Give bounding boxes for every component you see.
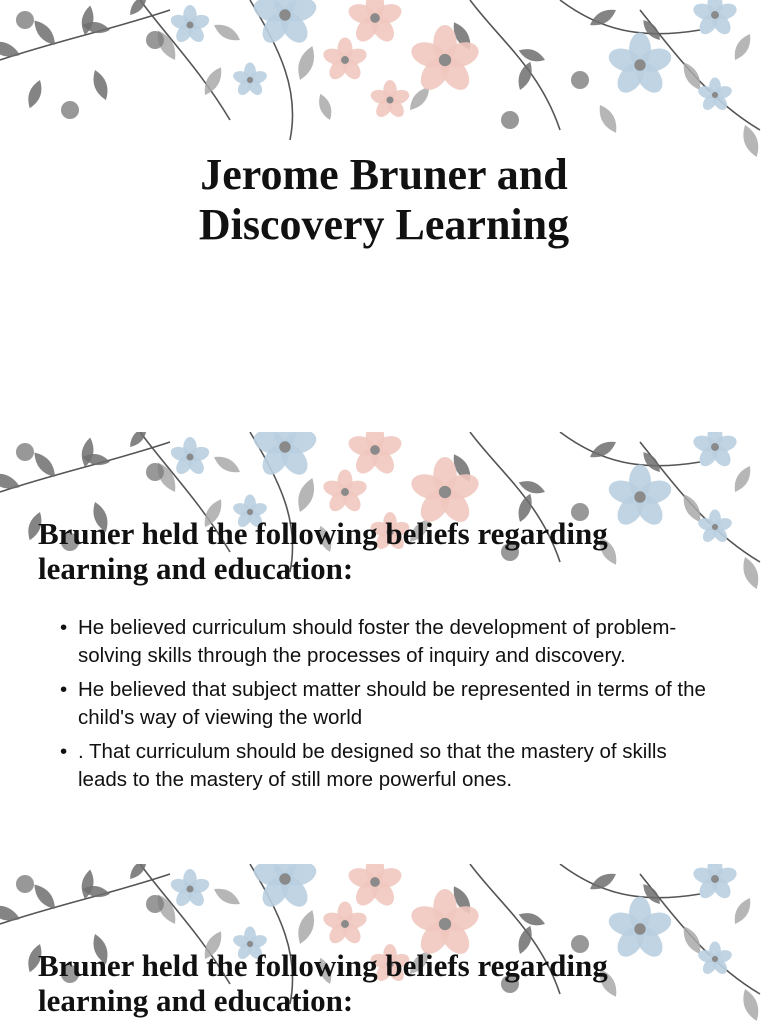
bullet-marker: •	[60, 740, 68, 763]
heading-line-1: Bruner held the following beliefs regarding	[38, 516, 608, 551]
bullet-text: He believed curriculum should foster the development of problem-solving skills through the processes of inquiry and discovery.	[78, 616, 677, 667]
leaf-shape	[294, 476, 319, 515]
leaf-shape	[315, 92, 335, 122]
bullet-list	[60, 614, 720, 800]
title-slide	[0, 0, 768, 410]
floral-banner	[0, 0, 768, 160]
leaf-shape	[211, 20, 243, 45]
leaf-shape	[211, 452, 243, 477]
bullet-marker: •	[60, 678, 68, 701]
berry-shape	[501, 111, 519, 129]
leaf-shape	[211, 884, 243, 909]
leaf-shape	[595, 102, 622, 136]
leaf-shape	[739, 555, 763, 591]
flower-shape	[169, 869, 211, 909]
berry-shape	[146, 463, 164, 481]
leaf-shape	[294, 908, 319, 947]
flower-shape	[321, 38, 368, 83]
flower-shape	[346, 864, 404, 910]
stem-line	[560, 432, 700, 466]
berry-shape	[16, 875, 34, 893]
flower-shape	[251, 0, 320, 48]
leaf-shape	[730, 895, 755, 927]
bullet-text: . That curriculum should be designed so that the mastery of skills leads to the mastery of still more powerful ones.	[78, 740, 667, 791]
heading-line-1: Bruner held the following beliefs regarding	[38, 948, 608, 983]
berry-shape	[16, 443, 34, 461]
flower-shape	[321, 902, 368, 947]
flower-shape	[691, 0, 738, 38]
flower-shape	[346, 432, 404, 478]
leaf-shape	[89, 68, 111, 102]
leaf-shape	[587, 869, 619, 894]
stem-line	[470, 0, 560, 130]
flower-shape	[169, 5, 211, 45]
title-line-2: Discovery Learning	[198, 200, 570, 249]
flower-shape	[369, 80, 411, 120]
leaf-shape	[739, 987, 763, 1023]
stem-line	[560, 864, 700, 898]
flower-shape	[321, 470, 368, 515]
berry-shape	[61, 101, 79, 119]
bullet-item	[60, 676, 720, 732]
bullet-text: He believed that subject matter should be represented in terms of the child's way of viewing the world	[78, 678, 706, 729]
leaf-shape	[0, 469, 22, 493]
slide-title	[0, 150, 768, 250]
leaf-shape	[24, 78, 45, 110]
flower-shape	[346, 0, 404, 46]
leaf-shape	[587, 5, 619, 30]
berry-shape	[146, 895, 164, 913]
flower-shape	[691, 864, 738, 902]
beliefs-slide-repeat	[0, 864, 768, 1024]
berry-shape	[16, 11, 34, 29]
slide-heading	[38, 516, 738, 586]
flower-shape	[169, 437, 211, 477]
title-line-1: Jerome Bruner and	[200, 150, 568, 199]
beliefs-slide	[0, 432, 768, 842]
flower-shape	[408, 25, 482, 95]
bullet-item	[60, 614, 720, 670]
leaf-shape	[730, 463, 755, 495]
slide-heading	[38, 948, 738, 1018]
floral-illustration	[0, 0, 768, 160]
bullet-marker: •	[60, 616, 68, 639]
leaf-shape	[730, 31, 755, 63]
leaf-shape	[0, 901, 22, 925]
flower-shape	[232, 63, 269, 98]
flower-shape	[251, 432, 320, 480]
leaf-shape	[0, 37, 22, 61]
flower-shape	[691, 432, 738, 470]
leaf-shape	[294, 44, 319, 83]
stem-line	[560, 0, 700, 34]
heading-line-2: learning and education:	[38, 983, 354, 1018]
leaf-shape	[587, 437, 619, 462]
heading-line-2: learning and education:	[38, 551, 354, 586]
berry-shape	[571, 71, 589, 89]
berry-shape	[146, 31, 164, 49]
flower-shape	[251, 864, 320, 912]
bullet-item	[60, 738, 720, 794]
flower-shape	[606, 33, 675, 98]
